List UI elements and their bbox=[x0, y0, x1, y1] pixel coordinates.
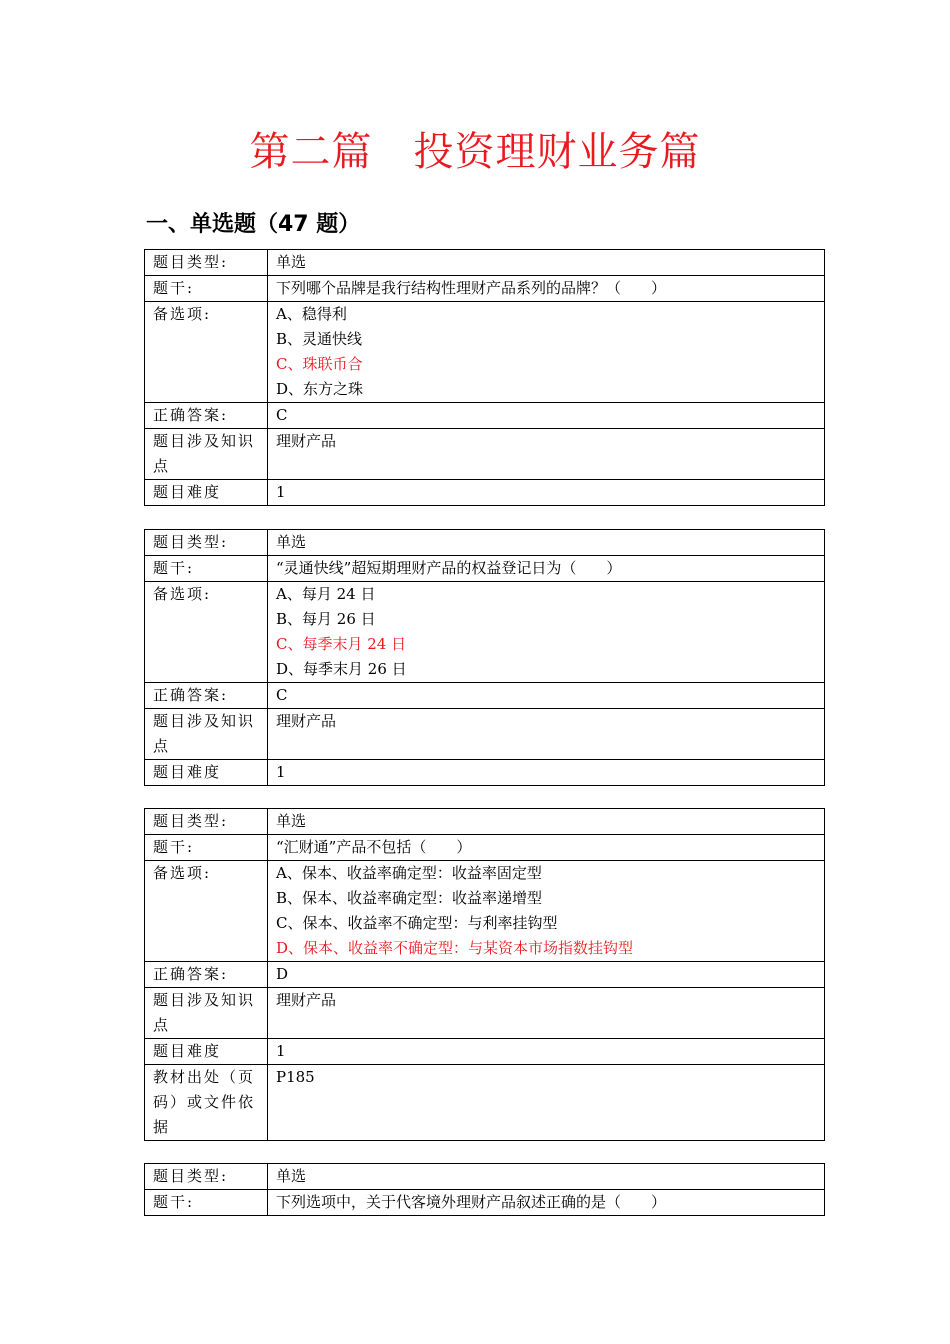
row-stem bbox=[145, 1190, 825, 1216]
row-stem bbox=[145, 276, 825, 302]
row-source bbox=[145, 1065, 825, 1141]
label-type: 题目类型: bbox=[145, 530, 268, 556]
question-table bbox=[144, 1163, 825, 1216]
label-difficulty: 题目难度 bbox=[145, 1039, 268, 1065]
label-stem: 题干: bbox=[145, 556, 268, 582]
value-answer: D bbox=[268, 962, 825, 988]
label-difficulty: 题目难度 bbox=[145, 760, 268, 786]
value-stem: “灵通快线”超短期理财产品的权益登记日为（ ） bbox=[268, 556, 825, 582]
label-knowledge: 题目涉及知识点 bbox=[145, 709, 268, 760]
row-stem bbox=[145, 556, 825, 582]
option-a: A、保本、收益率确定型：收益率固定型 bbox=[276, 864, 542, 882]
option-c: C、保本、收益率不确定型：与利率挂钩型 bbox=[276, 914, 558, 932]
label-stem: 题干: bbox=[145, 1190, 268, 1216]
label-difficulty: 题目难度 bbox=[145, 480, 268, 506]
value-stem: 下列选项中，关于代客境外理财产品叙述正确的是（ ） bbox=[268, 1190, 825, 1216]
question-table bbox=[144, 529, 825, 786]
page-title: 第二篇 投资理财业务篇 bbox=[249, 129, 701, 175]
question-table bbox=[144, 808, 825, 1141]
label-answer: 正确答案: bbox=[145, 962, 268, 988]
value-answer: C bbox=[268, 683, 825, 709]
option-c-correct: C、珠联币合 bbox=[276, 355, 363, 373]
value-type: 单选 bbox=[268, 809, 825, 835]
label-type: 题目类型: bbox=[145, 250, 268, 276]
row-type bbox=[145, 809, 825, 835]
question-table bbox=[144, 249, 825, 506]
value-difficulty: 1 bbox=[268, 760, 825, 786]
label-source: 教材出处（页码）或文件依据 bbox=[145, 1065, 268, 1141]
row-type bbox=[145, 530, 825, 556]
value-type: 单选 bbox=[268, 250, 825, 276]
row-difficulty bbox=[145, 1039, 825, 1065]
row-options bbox=[145, 302, 825, 403]
value-type: 单选 bbox=[268, 1164, 825, 1190]
row-difficulty bbox=[145, 480, 825, 506]
option-d-correct: D、保本、收益率不确定型：与某资本市场指数挂钩型 bbox=[276, 939, 634, 957]
label-knowledge: 题目涉及知识点 bbox=[145, 988, 268, 1039]
value-options bbox=[268, 302, 825, 403]
option-b: B、灵通快线 bbox=[276, 330, 363, 348]
label-type: 题目类型: bbox=[145, 809, 268, 835]
option-a: A、每月 24 日 bbox=[276, 585, 376, 603]
label-answer: 正确答案: bbox=[145, 683, 268, 709]
label-answer: 正确答案: bbox=[145, 403, 268, 429]
value-options bbox=[268, 582, 825, 683]
label-type: 题目类型: bbox=[145, 1164, 268, 1190]
row-answer bbox=[145, 403, 825, 429]
row-stem bbox=[145, 835, 825, 861]
label-options: 备选项: bbox=[145, 582, 268, 683]
value-knowledge: 理财产品 bbox=[268, 429, 825, 480]
row-options bbox=[145, 582, 825, 683]
label-options: 备选项: bbox=[145, 861, 268, 962]
value-options bbox=[268, 861, 825, 962]
label-options: 备选项: bbox=[145, 302, 268, 403]
option-c-correct: C、每季末月 24 日 bbox=[276, 635, 407, 653]
value-knowledge: 理财产品 bbox=[268, 709, 825, 760]
row-knowledge bbox=[145, 429, 825, 480]
value-stem: 下列哪个品牌是我行结构性理财产品系列的品牌？（ ） bbox=[268, 276, 825, 302]
value-stem: “汇财通”产品不包括（ ） bbox=[268, 835, 825, 861]
option-a: A、稳得利 bbox=[276, 305, 347, 323]
value-knowledge: 理财产品 bbox=[268, 988, 825, 1039]
option-d: D、东方之珠 bbox=[276, 380, 364, 398]
value-type: 单选 bbox=[268, 530, 825, 556]
row-difficulty bbox=[145, 760, 825, 786]
option-b: B、保本、收益率确定型：收益率递增型 bbox=[276, 889, 543, 907]
row-type bbox=[145, 250, 825, 276]
label-knowledge: 题目涉及知识点 bbox=[145, 429, 268, 480]
row-answer bbox=[145, 962, 825, 988]
label-stem: 题干: bbox=[145, 276, 268, 302]
row-options bbox=[145, 861, 825, 962]
label-stem: 题干: bbox=[145, 835, 268, 861]
value-answer: C bbox=[268, 403, 825, 429]
row-type bbox=[145, 1164, 825, 1190]
option-d: D、每季末月 26 日 bbox=[276, 660, 407, 678]
value-difficulty: 1 bbox=[268, 1039, 825, 1065]
option-b: B、每月 26 日 bbox=[276, 610, 376, 628]
row-knowledge bbox=[145, 988, 825, 1039]
section-heading: 一、单选题（47 题） bbox=[146, 212, 361, 237]
value-difficulty: 1 bbox=[268, 480, 825, 506]
value-source: P185 bbox=[268, 1065, 825, 1141]
row-answer bbox=[145, 683, 825, 709]
row-knowledge bbox=[145, 709, 825, 760]
